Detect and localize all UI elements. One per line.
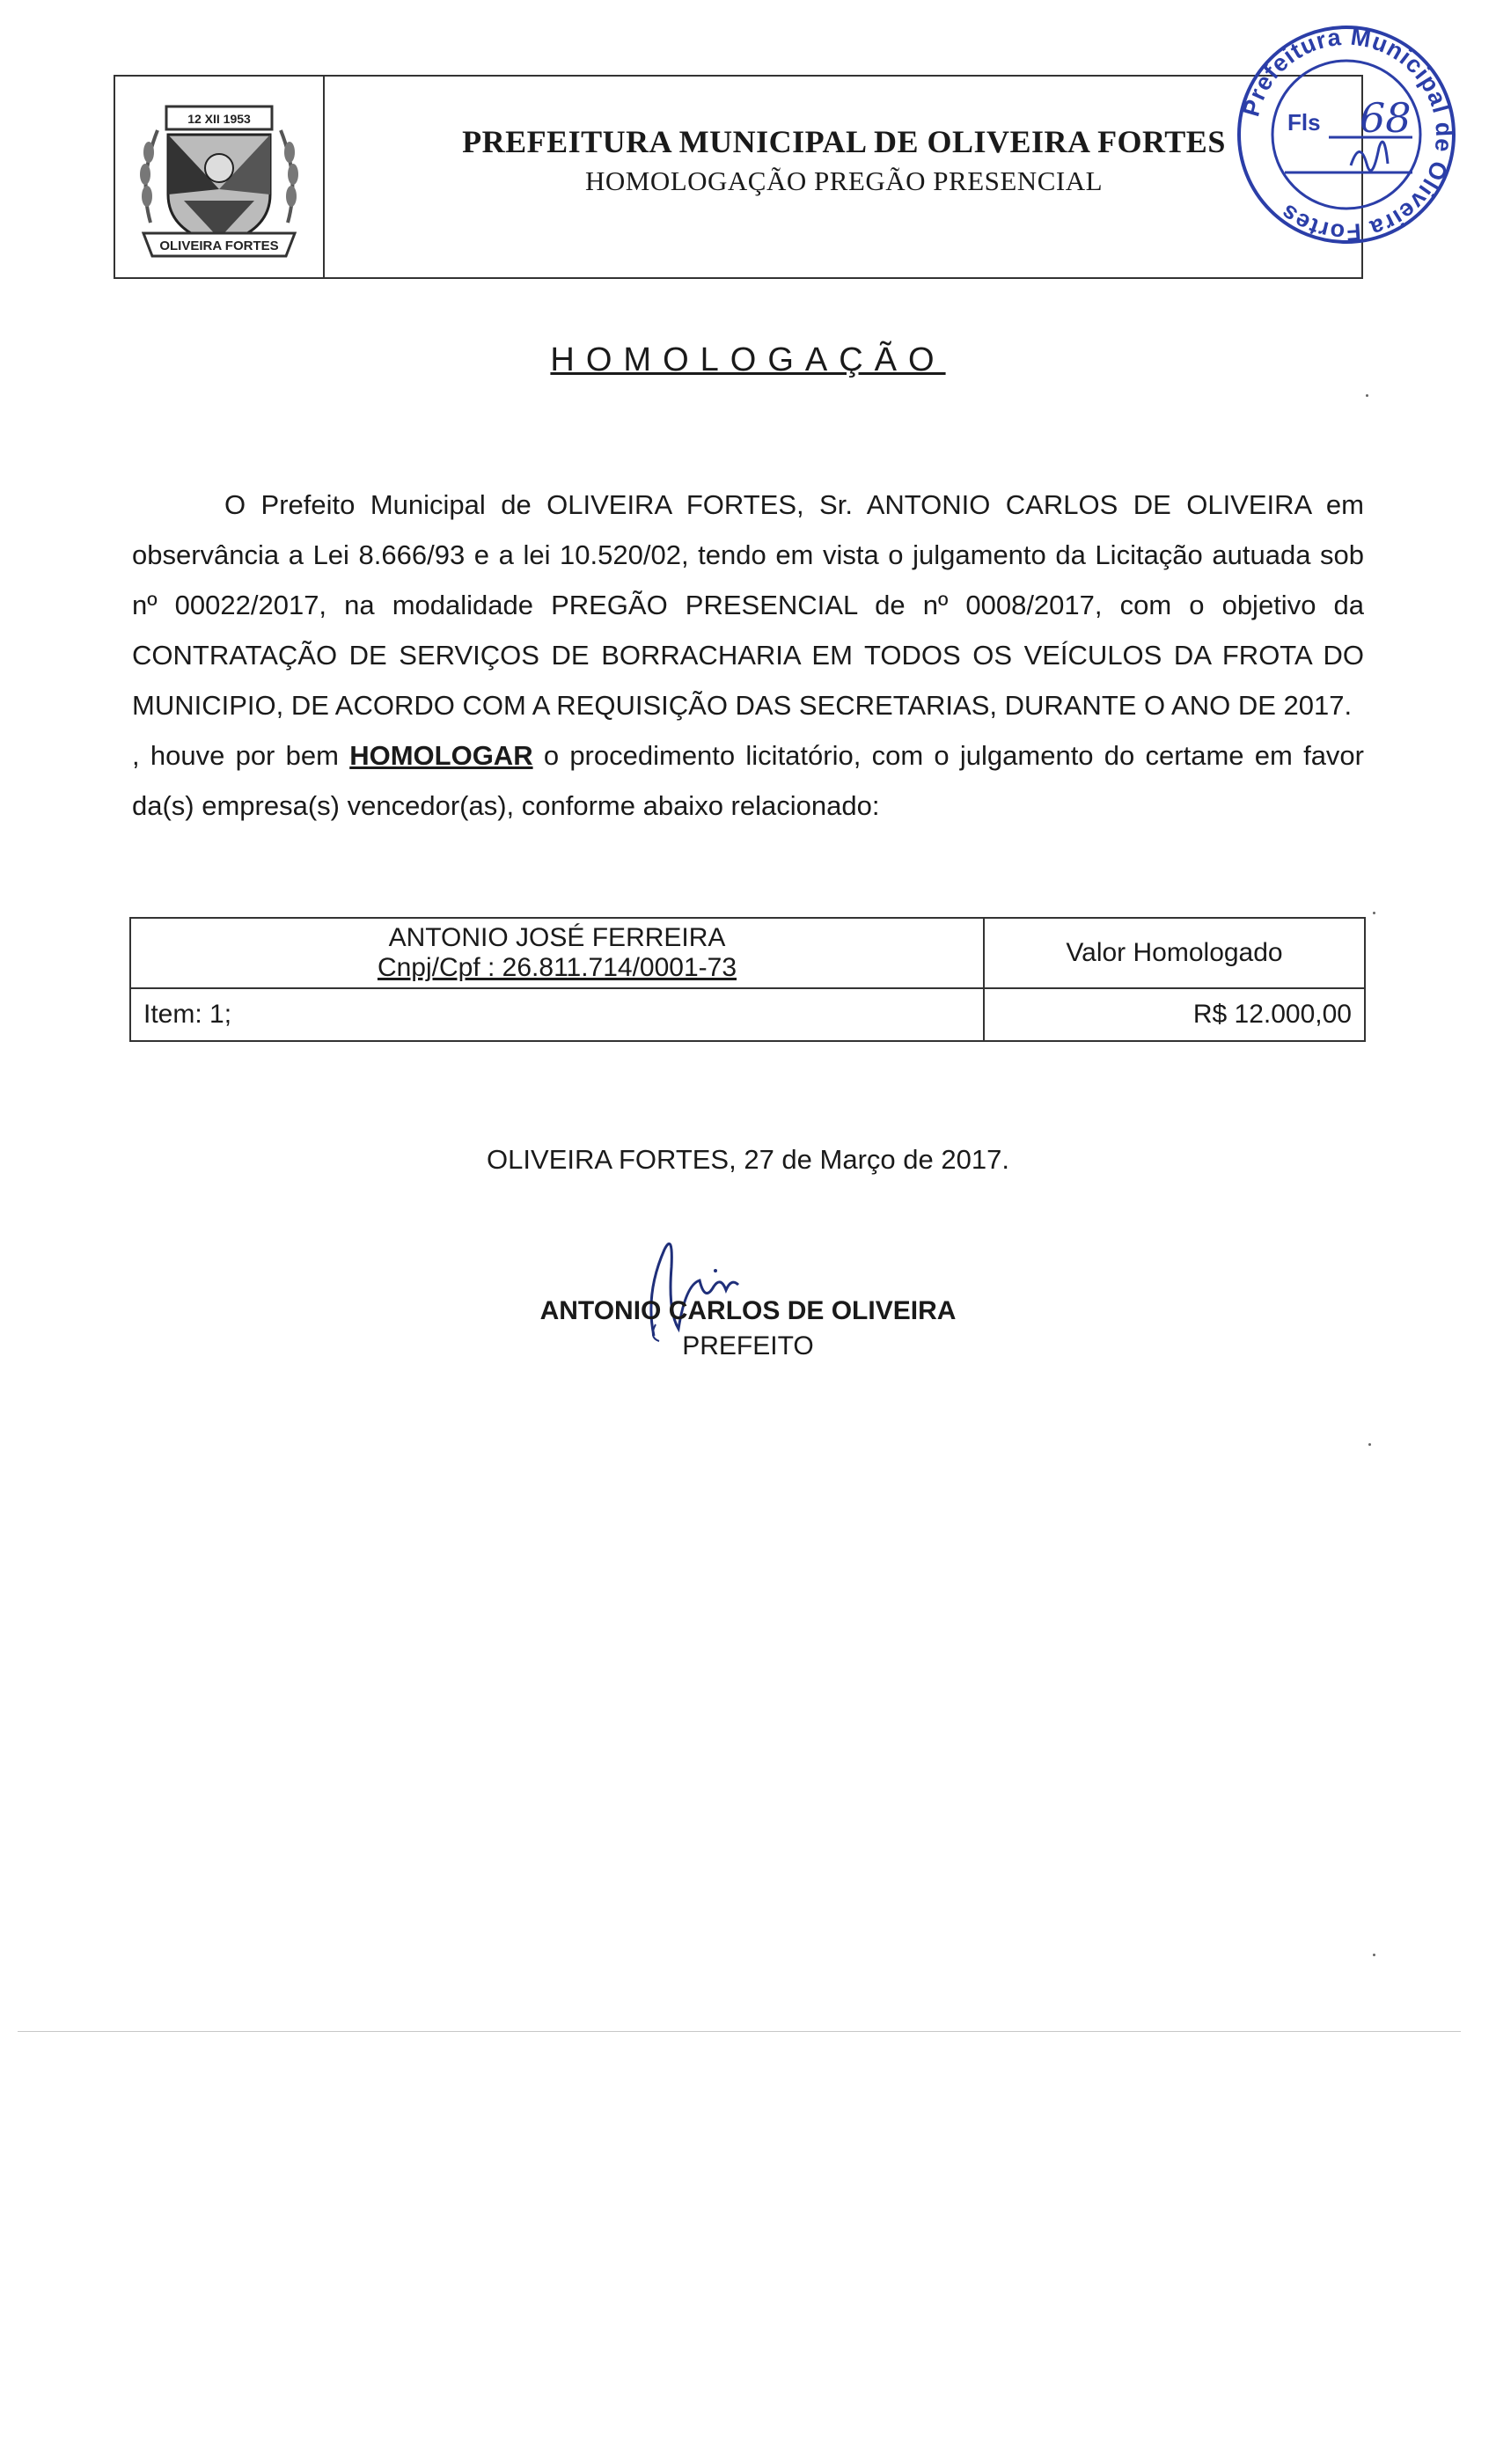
logo-ribbon-text: OLIVEIRA FORTES — [159, 238, 279, 253]
stamp-fls-number: 68 — [1360, 94, 1412, 142]
fls-stamp — [1228, 16, 1465, 253]
paragraph-2-lead: , houve por bem — [132, 740, 350, 771]
body-paragraph-2 — [132, 730, 1364, 831]
handwritten-signature-icon — [629, 1232, 779, 1346]
signer-role: PREFEITO — [682, 1331, 814, 1360]
scan-edge-line — [18, 2031, 1461, 2032]
vendor-cell — [130, 918, 984, 988]
vendor-name: ANTONIO JOSÉ FERREIRA — [388, 923, 726, 952]
value-header: Valor Homologado — [984, 918, 1365, 988]
scan-dot — [1373, 1954, 1375, 1956]
paragraph-2-rest: o procedimento licitatório, com o julgamento do certame em favor da(s) empresa(s) vencedor(as), conforme abaixo relacionado: — [132, 740, 1364, 821]
logo-date-text: 12 XII 1953 — [187, 112, 251, 126]
item-label: Item: 1; — [130, 988, 984, 1041]
document-title: HOMOLOGAÇÃO — [550, 341, 946, 378]
results-table — [129, 917, 1366, 1042]
header-subtitle: HOMOLOGAÇÃO PREGÃO PRESENCIAL — [584, 165, 1104, 196]
logo-cell — [114, 75, 325, 279]
vendor-cnpj: Cnpj/Cpf : 26.811.714/0001-73 — [377, 953, 737, 982]
table-row — [130, 918, 1365, 988]
stamp-ring-text: Prefeitura Municipal de Oliveira Fortes — [1237, 23, 1458, 246]
date-line: OLIVEIRA FORTES, 27 de Março de 2017. — [487, 1144, 1009, 1175]
coat-of-arms-icon — [131, 91, 307, 263]
document-body — [132, 480, 1364, 831]
body-paragraph-1: O Prefeito Municipal de OLIVEIRA FORTES, Sr. ANTONIO CARLOS DE OLIVEIRA em observância a Lei 8.666/93 e a lei 10.520/02, tendo em vista o julgamento da Licitação autuada sob nº 00022/2017, na modalidade PREGÃO PRESENCIAL de nº 0008/2017, com o objetivo da CONTRATAÇÃO DE SERVIÇOS DE BORRACHARIA EM TODOS OS VEÍCULOS DA FROTA DO MUNICIPIO, DE ACORDO COM A REQUISIÇÃO DAS SECRETARIAS, DURANTE O ANO DE 2017. — [132, 489, 1364, 721]
scan-dot — [1366, 394, 1368, 397]
table-row — [130, 988, 1365, 1041]
stamp-fls-label: Fls — [1287, 109, 1321, 136]
scan-dot — [1368, 1443, 1371, 1446]
scan-dot — [1373, 912, 1375, 914]
signer-name: ANTONIO CARLOS DE OLIVEIRA — [539, 1296, 957, 1325]
homologar-emphasis: HOMOLOGAR — [349, 740, 533, 771]
stamp-initials-icon — [1351, 142, 1388, 171]
amount-value: R$ 12.000,00 — [984, 988, 1365, 1041]
header-title: PREFEITURA MUNICIPAL DE OLIVEIRA FORTES — [462, 124, 1226, 159]
